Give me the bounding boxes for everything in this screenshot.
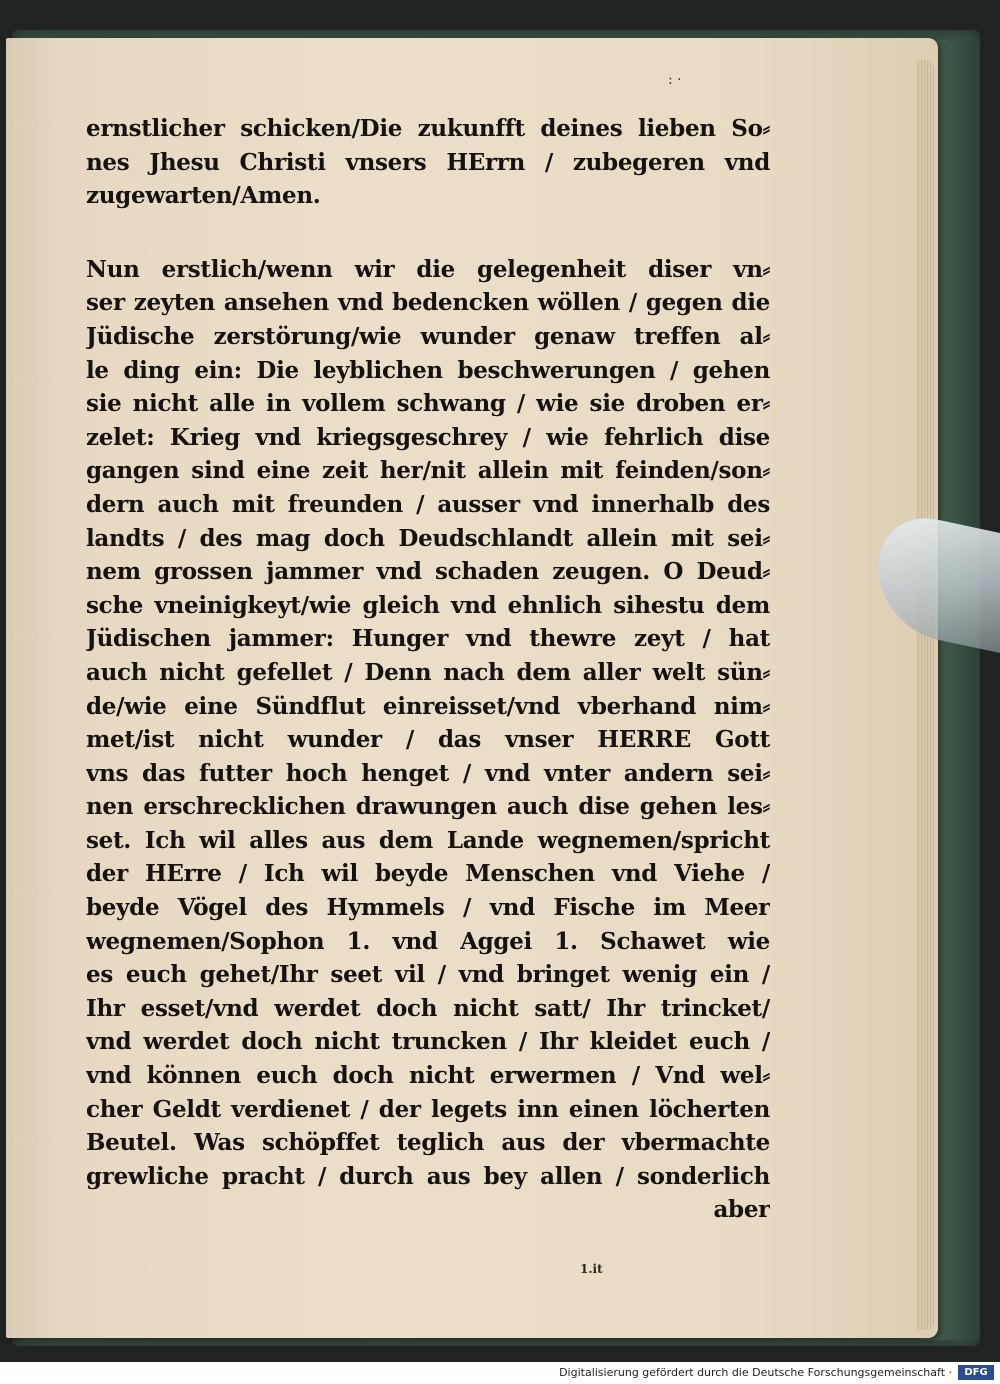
text-line: zelet: Krieg vnd kriegsgeschrey / wie fehrlich dise — [86, 423, 770, 451]
text-line: le ding ein: Die leyblichen beschwerungen / gehen — [86, 356, 770, 384]
page-stack-edge — [916, 60, 934, 1330]
text-line: zugewarten/Amen. — [86, 182, 321, 210]
footer-credit: Digitalisierung gefördert durch die Deutsche Forschungsgemeinschaft · — [559, 1366, 952, 1379]
text-line: dern auch mit freunden / ausser vnd innerhalb des — [86, 490, 770, 518]
text-line: cher Geldt verdienet / der legets inn einen löcherten — [86, 1095, 770, 1123]
marginal-mark: : · — [668, 72, 682, 88]
text-line: ernstlicher schicken/Die zukunfft deines lieben So⸗ — [86, 115, 770, 142]
text-line: Beutel. Was schöpffet teglich aus der vbermachte — [86, 1129, 770, 1157]
catchword: aber — [713, 1196, 770, 1224]
text-line: Jüdische zerstörung/wie wunder genaw treffen al⸗ — [86, 322, 770, 350]
footer-bar — [0, 1362, 1000, 1384]
text-line: sie nicht alle in vollem schwang / wie sie droben er⸗ — [86, 390, 770, 418]
text-line: Jüdischen jammer: Hunger vnd thewre zeyt / hat — [86, 625, 770, 653]
page-text — [86, 112, 770, 1227]
text-line: sche vneinigkeyt/wie gleich vnd ehnlich sihestu dem — [86, 591, 770, 619]
text-line: wegnemen/Sophon 1. vnd Aggei 1. Schawet wie — [86, 927, 770, 955]
text-line: vns das futter hoch henget / vnd vnter andern sei⸗ — [86, 759, 770, 787]
text-line: met/ist nicht wunder / das vnser HERRE Gott — [86, 726, 770, 754]
text-line: vnd werdet doch nicht truncken / Ihr kleidet euch / — [86, 1028, 770, 1056]
text-line: der HErre / Ich wil beyde Menschen vnd Viehe / — [86, 860, 770, 888]
text-line: nen erschrecklichen drawungen auch dise gehen les⸗ — [86, 793, 770, 821]
text-line: beyde Vögel des Hymmels / vnd Fische im Meer — [86, 894, 770, 922]
text-line: Nun erstlich/wenn wir die gelegenheit diser vn⸗ — [86, 255, 770, 283]
text-line: gangen sind eine zeit her/nit allein mit feinden/son⸗ — [86, 457, 770, 485]
text-line: nem grossen jammer vnd schaden zeugen. O Deud⸗ — [86, 558, 770, 586]
text-line: de/wie eine Sündflut einreisset/vnd vberhand nim⸗ — [86, 692, 770, 720]
text-line: ser zeyten ansehen vnd bedencken wöllen / gegen die — [86, 289, 770, 317]
signature-mark: 1.it — [580, 1262, 603, 1276]
text-line: Ihr esset/vnd werdet doch nicht satt/ Ihr trincket/ — [86, 994, 770, 1022]
text-line: landts / des mag doch Deudschlandt allein mit sei⸗ — [86, 524, 770, 552]
paragraph-gap — [86, 213, 770, 253]
text-line: auch nicht gefellet / Denn nach dem aller welt sün⸗ — [86, 658, 770, 686]
text-line: grewliche pracht / durch aus bey allen / sonderlich — [86, 1162, 770, 1190]
text-line: es euch gehet/Ihr seet vil / vnd bringet wenig ein / — [86, 961, 770, 989]
dfg-logo: DFG — [958, 1365, 994, 1380]
text-line: nes Jhesu Christi vnsers HErrn / zubegeren vnd — [86, 148, 770, 176]
text-line: vnd können euch doch nicht erwermen / Vnd wel⸗ — [86, 1062, 770, 1090]
text-line: set. Ich wil alles aus dem Lande wegnemen/spricht — [86, 826, 770, 854]
